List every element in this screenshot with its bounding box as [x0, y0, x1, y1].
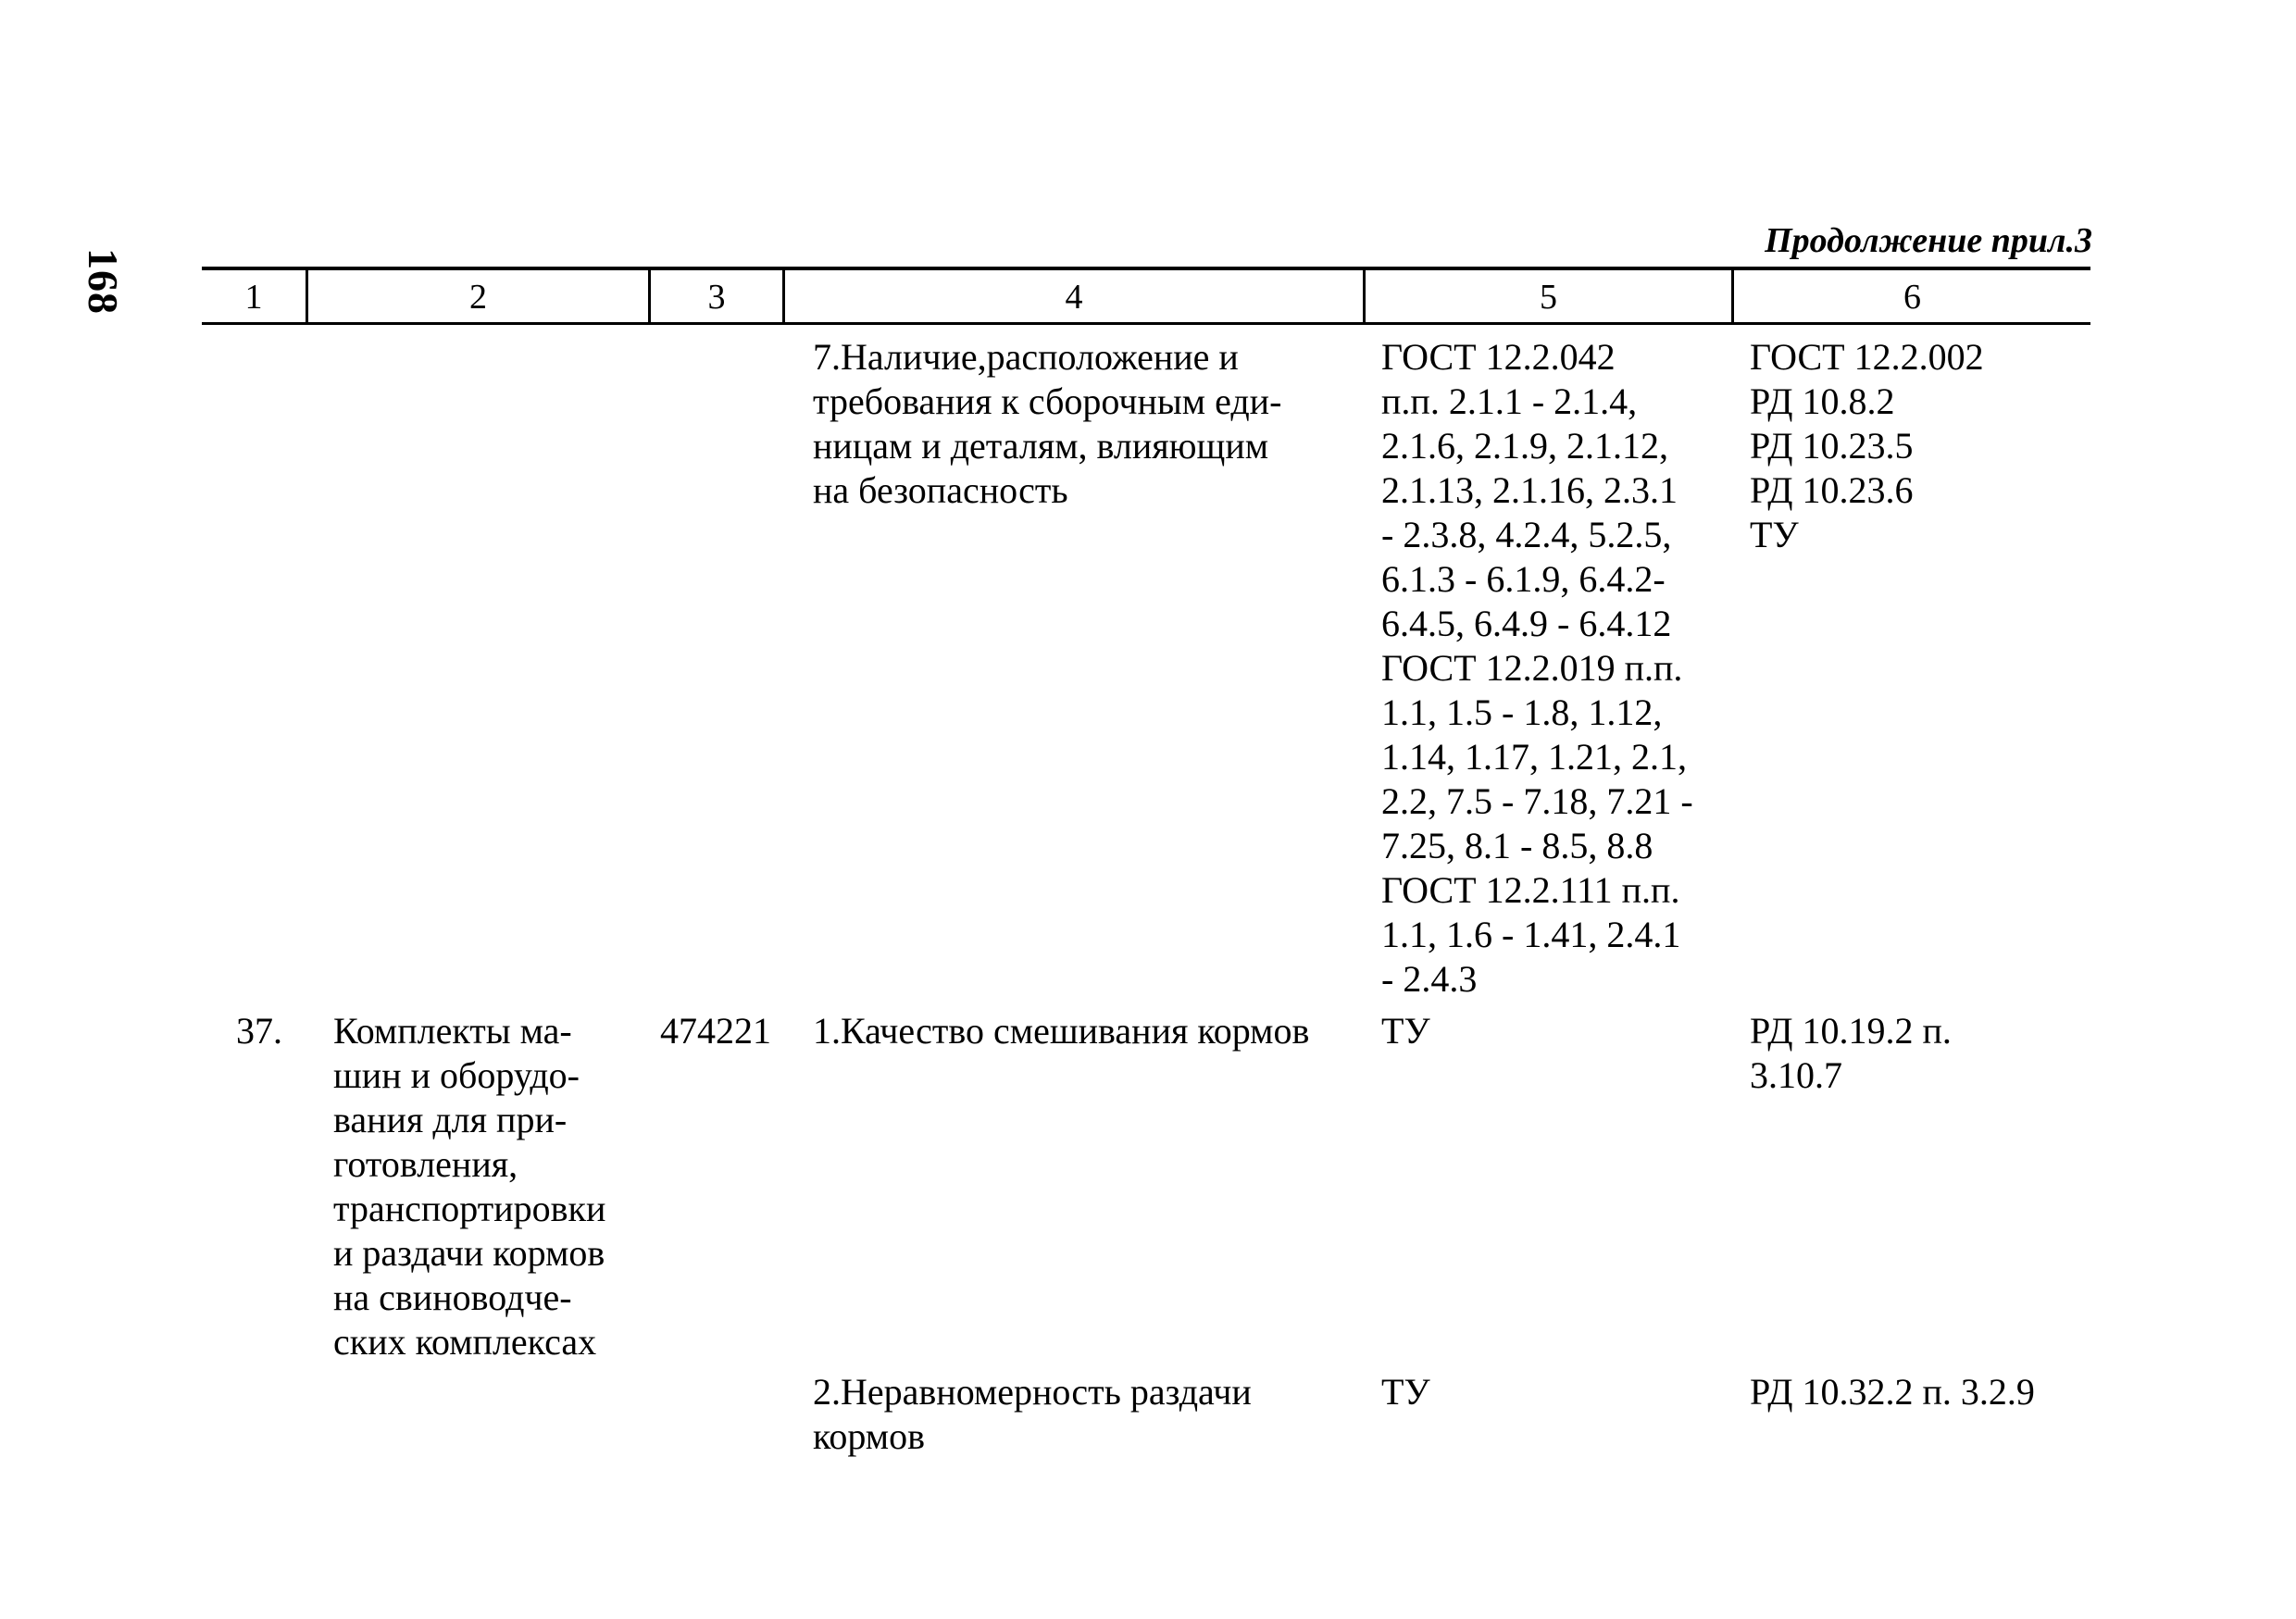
row-3-indicator: 2.Неравномерность раздачи кормов	[813, 1371, 1252, 1457]
table-header-bottom-rule	[202, 322, 2090, 325]
row-1-requirement-docs: ГОСТ 12.2.002 РД 10.8.2 РД 10.23.5 РД 10.23.6 ТУ	[1750, 336, 1984, 555]
column-number-3: 3	[707, 278, 726, 317]
column-number-1: 1	[244, 278, 263, 317]
row-2-code: 474221	[660, 1010, 771, 1052]
row-2-number: 37.	[236, 1010, 282, 1052]
column-number-2: 2	[469, 278, 487, 317]
continuation-label: Продолжение прил.3	[1765, 221, 2092, 260]
row-2-requirement-docs: РД 10.19.2 п. 3.10.7	[1750, 1010, 1952, 1096]
row-3-method-docs: ТУ	[1381, 1371, 1430, 1413]
row-2-indicator: 1.Качество смешивания кормов	[813, 1010, 1310, 1052]
row-1-method-docs: ГОСТ 12.2.042 п.п. 2.1.1 - 2.1.4, 2.1.6, 2.1.9, 2.1.12, 2.1.13, 2.1.16, 2.3.1 - 2.3.8, 4.2.4, 5.2.5, 6.1.3 - 6.1.9, 6.4.2- 6.4.5, 6.4.9 - 6.4.12 ГОСТ 12.2.019 п.п. 1.1, 1.5 - 1.8, 1.12, 1.14, 1.17, 1.21, 2.1, 2.2, 7.5 - 7.18, 7.21 - 7.25, 8.1 - 8.5, 8.8 ГОСТ 12.2.111 п.п. 1.1, 1.6 - 1.41, 2.4.1 - 2.4.3	[1381, 336, 1693, 1000]
row-2-name: Комплекты ма- шин и оборудо- вания для при- готовления, транспортировки и раздачи кормов на свиноводче- ских комплексах	[333, 1010, 606, 1363]
row-2-method-docs: ТУ	[1381, 1010, 1430, 1052]
row-1-indicator: 7.Наличие,расположение и требования к сборочным еди- ницам и деталям, влияющим на безопасность	[813, 336, 1282, 511]
column-number-4: 4	[1065, 278, 1083, 317]
column-number-6: 6	[1903, 278, 1921, 317]
row-3-requirement-docs: РД 10.32.2 п. 3.2.9	[1750, 1371, 2035, 1413]
column-number-5: 5	[1540, 278, 1557, 317]
page-number: 168	[80, 248, 127, 315]
table-header-top-rule	[202, 267, 2090, 270]
